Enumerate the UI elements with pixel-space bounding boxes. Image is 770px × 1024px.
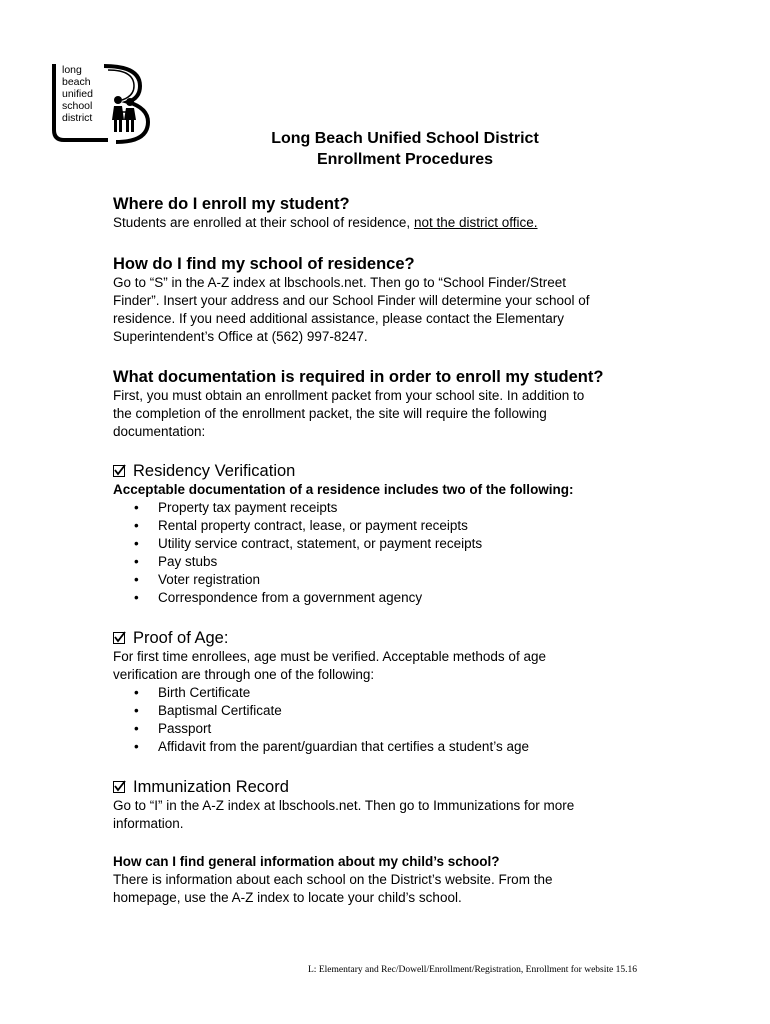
title-line-1: Long Beach Unified School District xyxy=(271,130,539,147)
list-item: • Baptismal Certificate xyxy=(113,702,673,720)
section-line: documentation: xyxy=(113,424,206,439)
section-line: verification are through one of the following: xyxy=(113,667,375,682)
list-item: • Rental property contract, lease, or payment receipts xyxy=(113,517,673,535)
immunization-heading-text: Immunization Record xyxy=(133,778,289,796)
section-line: residence. If you need additional assistance, please contact the Elementary xyxy=(113,311,565,326)
section-line: Go to “S” in the A-Z index at lbschools.net. Then go to “School Finder/Street xyxy=(113,275,566,290)
section-line: Finder”. Insert your address and our School Finder will determine your school of xyxy=(113,293,590,308)
section-line: Superintendent’s Office at (562) 997-8247. xyxy=(113,329,368,344)
section-line: There is information about each school on the District’s website. From the xyxy=(113,872,553,887)
footer-path: L: Elementary and Rec/Dowell/Enrollment/Registration, Enrollment for website 15.16 xyxy=(308,965,637,975)
list-item: • Utility service contract, statement, or payment receipts xyxy=(113,535,673,553)
section-heading: How can I find general information about my child’s school? xyxy=(113,854,500,869)
checkbox-checked-icon xyxy=(113,465,125,477)
checkbox-checked-icon xyxy=(113,632,125,644)
immunization-heading xyxy=(113,777,673,797)
residency-subheading: Acceptable documentation of a residence includes two of the following: xyxy=(113,482,574,497)
list-item: • Birth Certificate xyxy=(113,684,673,702)
document-title xyxy=(0,128,770,170)
checkbox-checked-icon xyxy=(113,781,125,793)
section-heading: What documentation is required in order to enroll my student? xyxy=(113,368,604,386)
section-documentation xyxy=(113,367,673,441)
logo-line: beach xyxy=(62,76,91,88)
age-heading xyxy=(113,628,673,648)
logo-line: school xyxy=(62,100,93,112)
title-line-2: Enrollment Procedures xyxy=(316,151,494,168)
list-item: • Property tax payment receipts xyxy=(113,499,673,517)
section-residence xyxy=(113,254,673,346)
section-heading: How do I find my school of residence? xyxy=(113,255,415,273)
logo-line: district xyxy=(62,112,93,124)
section-line: First, you must obtain an enrollment packet from your school site. In addition to xyxy=(113,388,585,403)
section-general-info xyxy=(113,853,673,907)
section-line: For first time enrollees, age must be verified. Acceptable methods of age xyxy=(113,649,546,664)
section-line: Go to “I” in the A-Z index at lbschools.net. Then go to Immunizations for more xyxy=(113,798,575,813)
logo-line: unified xyxy=(62,88,93,100)
enroll-text: Students are enrolled at their school of residence, xyxy=(113,215,414,230)
logo-wordmark xyxy=(62,64,93,124)
list-item: • Passport xyxy=(113,720,673,738)
section-line: information. xyxy=(113,816,184,831)
section-line: homepage, use the A-Z index to locate your child’s school. xyxy=(113,890,462,905)
list-item: • Pay stubs xyxy=(113,553,673,571)
section-immunization xyxy=(113,777,673,833)
residency-heading xyxy=(113,461,673,481)
age-list xyxy=(113,684,673,756)
residency-list xyxy=(113,499,673,607)
enroll-text-underlined: not the district office. xyxy=(413,215,538,230)
section-residency xyxy=(113,461,673,607)
section-enroll xyxy=(113,194,673,232)
logo-line: long xyxy=(62,64,82,76)
list-item: • Affidavit from the parent/guardian that certifies a student’s age xyxy=(113,738,673,756)
list-item: • Voter registration xyxy=(113,571,673,589)
age-heading-text: Proof of Age: xyxy=(133,629,229,647)
section-text xyxy=(113,214,673,232)
section-line: the completion of the enrollment packet, the site will require the following xyxy=(113,406,547,421)
section-proof-of-age xyxy=(113,628,673,756)
residency-heading-text: Residency Verification xyxy=(133,462,296,480)
list-item: • Correspondence from a government agency xyxy=(113,589,673,607)
section-heading: Where do I enroll my student? xyxy=(113,195,350,213)
